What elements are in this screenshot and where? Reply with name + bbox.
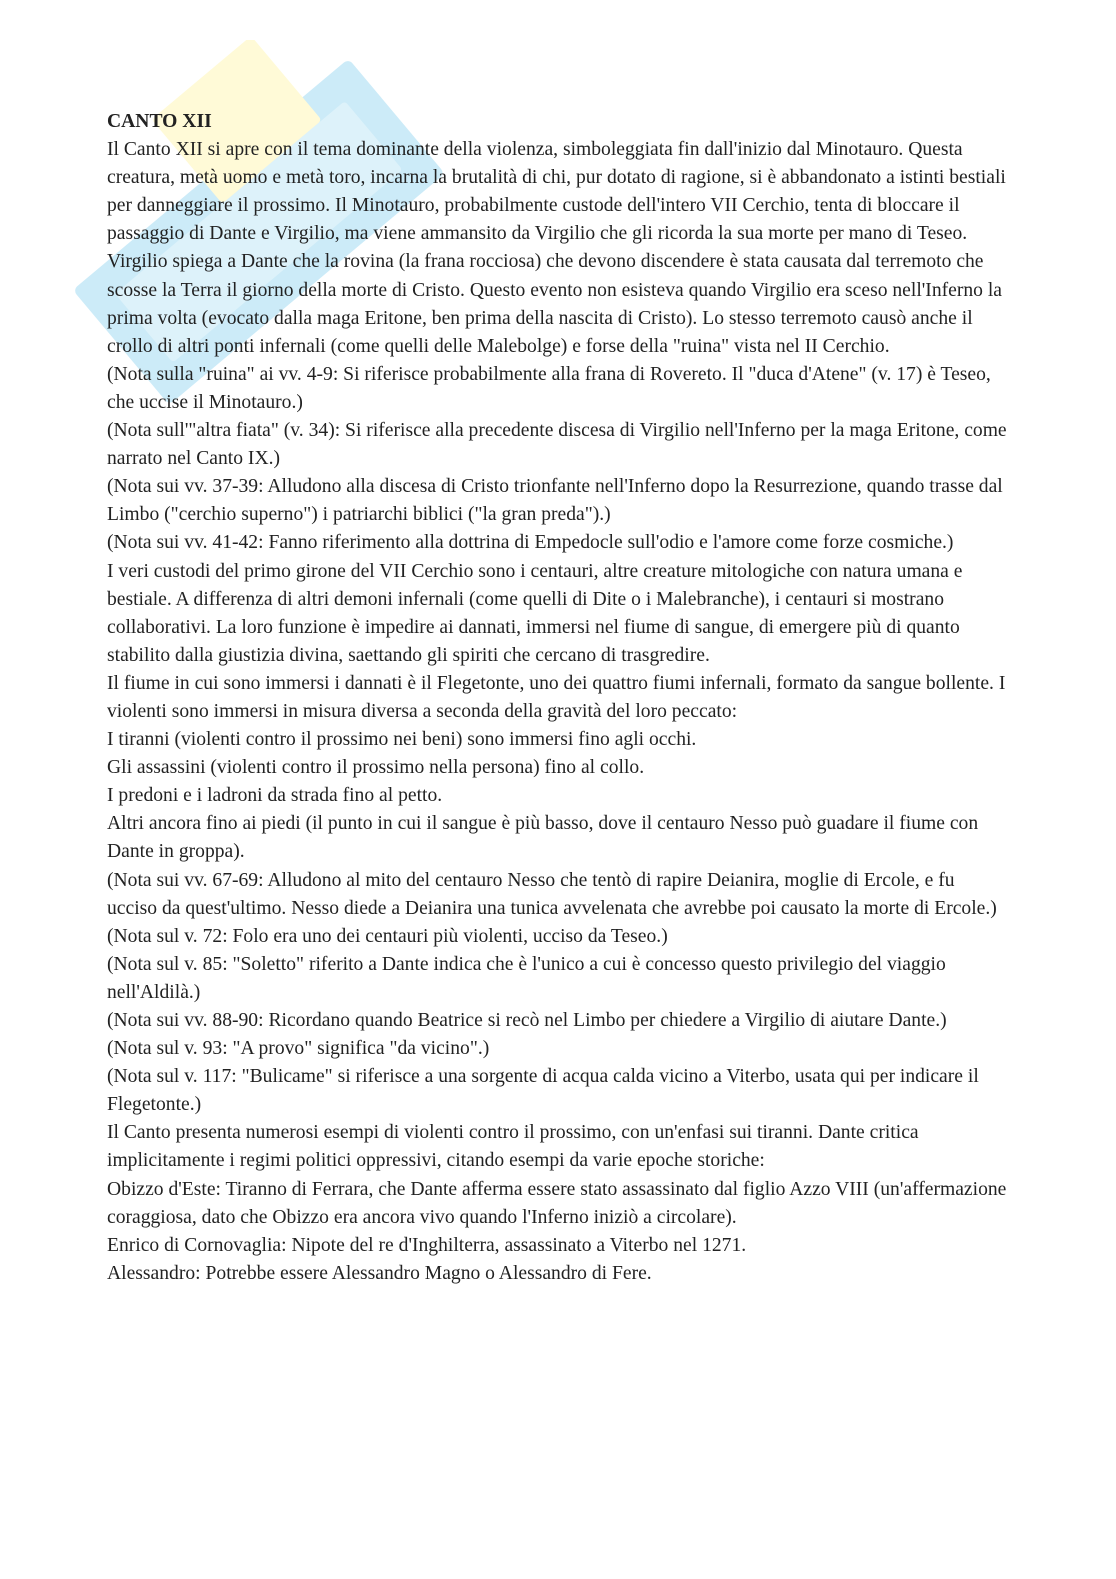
list-item: Altri ancora fino ai piedi (il punto in cui il sangue è più basso, dove il centauro Nesso può guadare il fiume con Dante in groppa). (107, 813, 979, 863)
note-paragraph: (Nota sui vv. 67-69: Alludono al mito del centauro Nesso che tentò di rapire Deianira, moglie di Ercole, e fu ucciso da quest'ultimo. Nesso diede a Deianira una tunica avvelenata che avrebbe poi causato la morte di Ercole.) (107, 869, 997, 919)
note-paragraph: (Nota sui vv. 88-90: Ricordano quando Beatrice si recò nel Limbo per chiedere a Virgilio di aiutare Dante.) (107, 1010, 947, 1031)
note-paragraph: (Nota sul v. 85: "Soletto" riferito a Dante indica che è l'unico a cui è concesso questo privilegio del viaggio nell'Aldilà.) (107, 953, 946, 1003)
paragraph: Virgilio spiega a Dante che la rovina (la frana rocciosa) che devono discendere è stata causata dal terremoto che scosse la Terra il giorno della morte di Cristo. Questo evento non esisteva quando Virgilio era sceso nell'Inferno la prima volta (evocato dalla maga Eritone, ben prima della nascita di Cristo). Lo stesso terremoto causò anche il crollo di altri ponti infernali (come quelli delle Malebolge) e forse della "ruina" vista nel II Cerchio. (107, 251, 1002, 357)
list-item: Obizzo d'Este: Tiranno di Ferrara, che Dante afferma essere stato assassinato dal figlio Azzo VIII (un'affermazione coraggiosa, dato che Obizzo era ancora vivo quando l'Inferno iniziò a circolare). (107, 1178, 1007, 1228)
note-paragraph: (Nota sui vv. 41-42: Fanno riferimento alla dottrina di Empedocle sull'odio e l'amore come forze cosmiche.) (107, 532, 954, 554)
note-paragraph: (Nota sul v. 72: Folo era uno dei centauri più violenti, ucciso da Teseo.) (107, 925, 668, 947)
note-paragraph: (Nota sulla "ruina" ai vv. 4-9: Si riferisce probabilmente alla frana di Rovereto. Il "duca d'Atene" (v. 17) è Teseo, che uccise il Minotauro.) (107, 363, 991, 413)
list-item: Enrico di Cornovaglia: Nipote del re d'Inghilterra, assassinato a Viterbo nel 1271. (107, 1234, 747, 1256)
note-paragraph: (Nota sul v. 93: "A provo" significa "da vicino".) (107, 1038, 490, 1060)
paragraph: Il Canto presenta numerosi esempi di violenti contro il prossimo, con un'enfasi sui tiranni. Dante critica implicitamente i regimi politici oppressivi, citando esempi da varie epoche storiche: (107, 1122, 919, 1172)
paragraph: Il fiume in cui sono immersi i dannati è il Flegetonte, uno dei quattro fiumi infernali, formato da sangue bollente. I violenti sono immersi in misura diversa a seconda della gravità del loro peccato: (107, 672, 1006, 722)
list-item: Alessandro: Potrebbe essere Alessandro Magno o Alessandro di Fere. (107, 1262, 652, 1284)
note-paragraph: (Nota sul v. 117: "Bulicame" si riferisce a una sorgente di acqua calda vicino a Viterbo, usata qui per indicare il Flegetonte.) (107, 1066, 979, 1116)
list-item: Gli assassini (violenti contro il prossimo nella persona) fino al collo. (107, 757, 645, 779)
document-page (107, 108, 1007, 1288)
list-item: I tiranni (violenti contro il prossimo nei beni) sono immersi fino agli occhi. (107, 729, 697, 751)
document-title: CANTO XII (107, 111, 212, 132)
list-item: I predoni e i ladroni da strada fino al petto. (107, 785, 443, 807)
note-paragraph: (Nota sui vv. 37-39: Alludono alla discesa di Cristo trionfante nell'Inferno dopo la Resurrezione, quando trasse dal Limbo ("cerchio superno") i patriarchi biblici ("la gran preda").) (107, 476, 1003, 526)
note-paragraph: (Nota sull'"altra fiata" (v. 34): Si riferisce alla precedente discesa di Virgilio nell'Inferno per la maga Eritone, come narrato nel Canto IX.) (107, 420, 1007, 470)
paragraph: I veri custodi del primo girone del VII Cerchio sono i centauri, altre creature mitologiche con natura umana e bestiale. A differenza di altri demoni infernali (come quelli di Dite o i Malebranche), i centauri si mostrano collaborativi. La loro funzione è impedire ai dannati, immersi nel fiume di sangue, di emergere più di quanto stabilito dalla giustizia divina, saettando gli spiriti che cercano di trasgredire. (107, 560, 963, 666)
paragraph: Il Canto XII si apre con il tema dominante della violenza, simboleggiata fin dall'inizio dal Minotauro. Questa creatura, metà uomo e metà toro, incarna la brutalità di chi, pur dotato di ragione, si è abbandonato a istinti bestiali per danneggiare il prossimo. Il Minotauro, probabilmente custode dell'intero VII Cerchio, tenta di bloccare il passaggio di Dante e Virgilio, ma viene ammansito da Virgilio che gli ricorda la sua morte per mano di Teseo. (107, 139, 1006, 245)
